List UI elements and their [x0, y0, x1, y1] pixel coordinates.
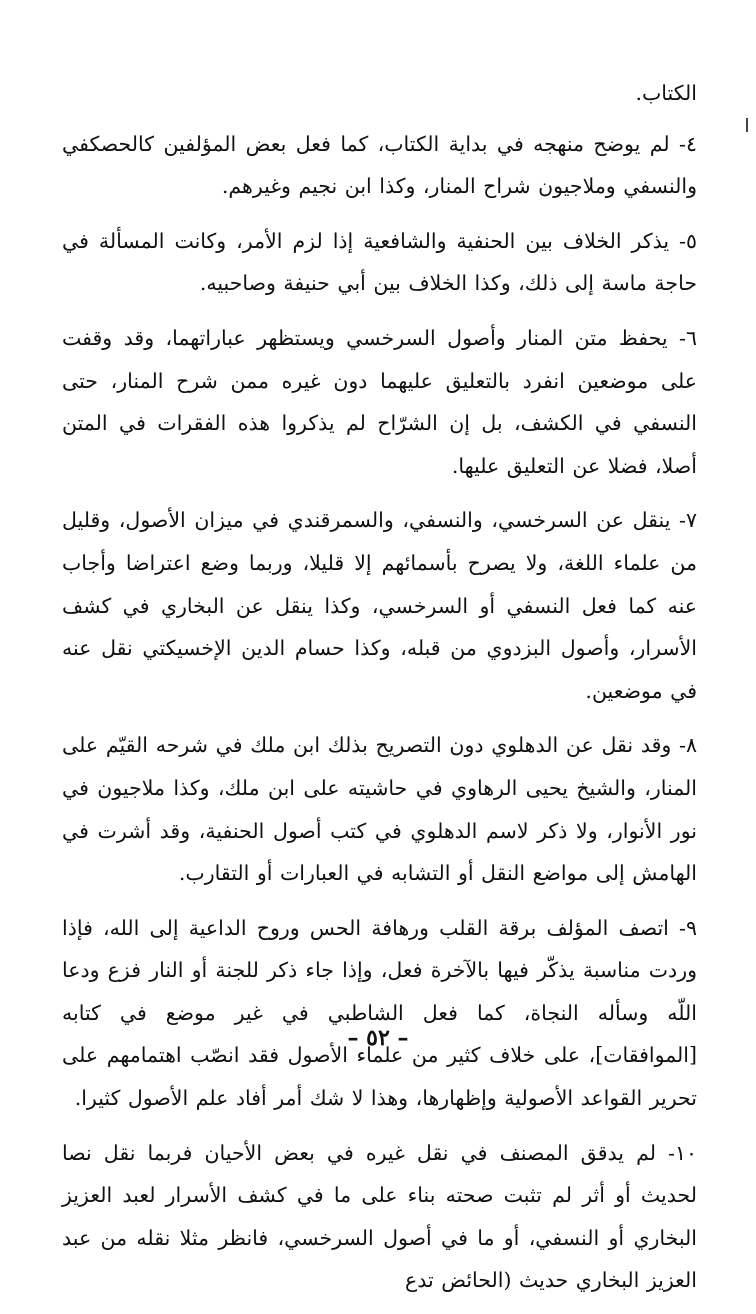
paragraph-item-9: ٩- اتصف المؤلف برقة القلب ورهافة الحس وروح الداعية إلى الله، فإذا وردت مناسبة يذكّر فيها بالآخرة فعل، وإذا جاء ذكر للجنة أو النار فزع ودعا اللّه وسأله النجاة، كما فعل الشاطبي في غير موضع في كتابه [الموافقات]، على خلاف كثير من علماء الأصول فقد انصّب اهتمامهم على تحرير القواعد الأصولية وإظهارها، وهذا لا شك أمر أفاد علم الأصول كثيرا. — [62, 915, 697, 1111]
paragraph-item-10: ١٠- لم يدقق المصنف في نقل غيره في بعض الأحيان فربما نقل نصا لحديث أو أثر لم تثبت صحته بناء على ما في كشف الأسرار لعبد العزيز البخاري أو النسفي، أو ما في أصول السرخسي، فانظر مثلا نقله من عبد العزيز البخاري حديث (الحائض تدع — [62, 1140, 697, 1293]
paragraph-item-8: ٨- وقد نقل عن الدهلوي دون التصريح بذلك ابن ملك في شرحه القيّم على المنار، والشيخ يحيى الرهاوي في حاشيته على ابن ملك، وكذا ملاجيون في نور الأنوار، ولا ذكر لاسم الدهلوي في كتب أصول الحنفية، وقد أشرت في الهامش إلى مواضع النقل أو التشابه في العبارات أو التقارب. — [62, 733, 697, 886]
paragraph-item-5: ٥- يذكر الخلاف بين الحنفية والشافعية إذا لزم الأمر، وكانت المسألة في حاجة ماسة إلى ذلك، وكذا الخلاف بين أبي حنيفة وصاحبيه. — [62, 228, 697, 296]
margin-mark — [746, 118, 748, 132]
body-text — [62, 72, 697, 1314]
paragraph-item-6: ٦- يحفظ متن المنار وأصول السرخسي ويستظهر عباراتهما، وقد وقفت على موضعين انفرد بالتعليق عليهما دون غيره ممن شرح المنار، حتى النسفي في الكشف، بل إن الشرّاح لم يذكروا هذه الفقرات في المتن أصلا، فضلا عن التعليق عليها. — [62, 325, 697, 478]
page-number: – ٥٢ – — [347, 1025, 409, 1051]
paragraph-item-7: ٧- ينقل عن السرخسي، والنسفي، والسمرقندي في ميزان الأصول، وقليل من علماء اللغة، ولا يصرح بأسمائهم إلا قليلا، وربما وضع اعتراضا وأجاب عنه كما فعل النسفي أو السرخسي، وكذا ينقل عن البخاري في كشف الأسرار، وأصول البزدوي من قبله، وكذا حسام الدين الإخسيكتي نقل عنه في موضعين. — [62, 508, 697, 703]
paragraph-continuation: الكتاب. — [635, 81, 697, 105]
paragraph-item-4: ٤- لم يوضح منهجه في بداية الكتاب، كما فعل بعض المؤلفين كالحصكفي والنسفي وملاجيون شراح المنار، وكذا ابن نجيم وغيرهم. — [62, 131, 697, 199]
